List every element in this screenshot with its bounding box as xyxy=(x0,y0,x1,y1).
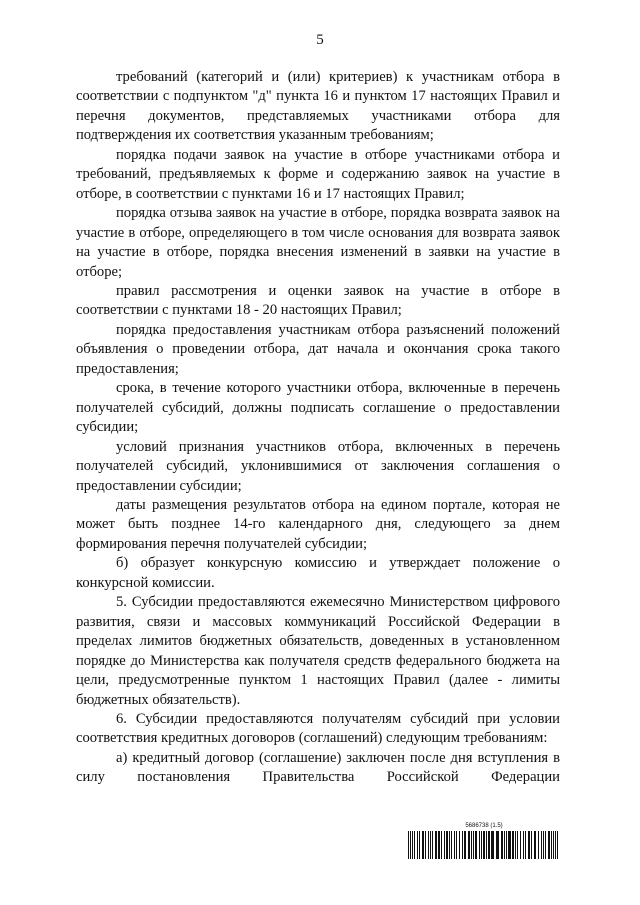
paragraph-competition-commission: б) образует конкурсную комиссию и утверждает положение о конкурсной комиссии. xyxy=(76,555,560,591)
paragraph-evasion-conditions: условий признания участников отбора, включенных в перечень получателей субсидий, уклонившимися от заключения соглашения о предоставлении субсидии; xyxy=(76,438,560,494)
paragraph-item-6: 6. Субсидии предоставляются получателям субсидий при условии соответствия кредитных договоров (соглашений) следующим требованиям: xyxy=(76,710,560,747)
paragraph-withdrawal-procedure: порядка отзыва заявок на участие в отборе, порядка возврата заявок на участие в отборе, определяющего в том числе основания для возврата заявок на участие в отборе, порядка внесения изменений в заявки на участие в отборе; xyxy=(76,205,560,280)
page-number: 5 xyxy=(316,32,324,48)
paragraph-signing-deadline: срока, в течение которого участники отбора, включенные в перечень получателей субсидий, должны подписать соглашение о предоставлении субсидии; xyxy=(76,380,560,436)
document-stamp xyxy=(408,822,560,860)
paragraph-evaluation-rules: правил рассмотрения и оценки заявок на участие в отборе в соответствии с пунктами 18 - 20 настоящих Правил; xyxy=(76,282,560,319)
paragraph-results-publication: даты размещения результатов отбора на едином портале, которая не может быть позднее 14-го календарного дня, следующего за днем формирования перечня получателей субсидии; xyxy=(76,496,560,552)
paragraph-item-6a: а) кредитный договор (соглашение) заключен после дня вступления в силу постановления Правительства Российской Федерации xyxy=(76,749,560,786)
paragraph-application-procedure: порядка подачи заявок на участие в отборе участниками отбора и требований, предъявляемых к форме и содержанию заявок на участие в отборе, в соответствии с пунктами 16 и 17 настоящих Правил; xyxy=(76,146,560,202)
paragraph-clarifications: порядка предоставления участникам отбора разъяснений положений объявления о проведении отбора, дат начала и окончания срока такого предоставления; xyxy=(76,321,560,377)
document-body xyxy=(76,68,560,788)
paragraph-item-5: 5. Субсидии предоставляются ежемесячно Министерством цифрового развития, связи и массовых коммуникаций Российской Федерации в пределах лимитов бюджетных обязательств, доведенных в установленном порядке до Министерства как получателя средств федерального бюджета на цели, предусмотренные пунктом 1 настоящих Правил (далее - лимиты бюджетных обязательств). xyxy=(76,594,560,708)
paragraph-selection-criteria: требований (категорий и (или) критериев) к участникам отбора в соответствии с подпунктом "д" пункта 16 и пунктом 17 настоящих Правил и перечня документов, представляемых участниками отбора для подтверждения их соответствия указанным требованиям; xyxy=(76,69,560,144)
barcode-image xyxy=(408,831,560,859)
stamp-code: 5686738 (1.5) xyxy=(465,823,503,829)
